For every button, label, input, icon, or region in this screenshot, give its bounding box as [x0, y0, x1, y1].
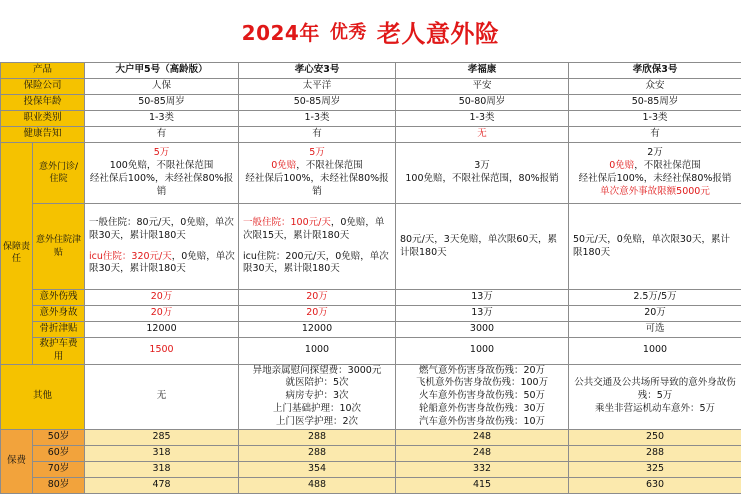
cell: 1-3类 — [85, 111, 239, 127]
cell: 有 — [239, 127, 396, 143]
product-name: 孝欣保3号 — [569, 63, 741, 79]
cell: 1-3类 — [396, 111, 569, 127]
text-line: 一般住院：80元/天，0免赔，单次限30天，累计限180天 — [89, 216, 234, 241]
row-label: 其他 — [1, 364, 85, 429]
health-row — [1, 127, 741, 143]
fracture-row — [1, 322, 741, 338]
cell: 13万 — [396, 290, 569, 306]
text-line — [89, 251, 236, 277]
text-line: 病房专护：3次 — [285, 390, 349, 402]
cell — [396, 143, 569, 204]
age-label: 80岁 — [33, 477, 85, 493]
text-line: 飞机意外伤害身故伤残：100万 — [415, 377, 549, 389]
cell: 20万 — [239, 306, 396, 322]
highlight: icu住院：320元/天 — [89, 250, 172, 262]
highlight: 0免赔 — [609, 160, 635, 172]
ambulance-row — [1, 338, 741, 365]
age-label: 60岁 — [33, 445, 85, 461]
outpatient-row — [1, 143, 741, 204]
title-tag: 优秀 — [329, 22, 367, 43]
cell: 13万 — [396, 306, 569, 322]
cell — [396, 364, 569, 429]
highlight: 一般住院：100元/天 — [243, 216, 331, 228]
cell — [239, 204, 396, 290]
cell: 太平洋 — [239, 79, 396, 95]
cell: 无 — [396, 127, 569, 143]
row-label: 健康告知 — [1, 127, 85, 143]
premium-row — [1, 477, 741, 493]
highlight: 0免赔 — [271, 160, 297, 172]
company-row — [1, 79, 741, 95]
cell: 20万 — [569, 306, 741, 322]
text-line — [243, 217, 393, 243]
cell: 415 — [396, 477, 569, 493]
text-line: 乘坐非营运机动车意外：5万 — [594, 403, 716, 415]
cell: 人保 — [85, 79, 239, 95]
text-line: 异地亲属慰问探望费：3000元 — [252, 364, 382, 376]
text: ，不限社保范围 — [296, 160, 363, 172]
text-line: 100免赔，不限社保范围，80%报销 — [405, 173, 559, 184]
cell: 1000 — [396, 338, 569, 365]
amount: 5万 — [309, 147, 325, 159]
cell: 288 — [569, 445, 741, 461]
amount: 5万 — [153, 147, 170, 159]
cell — [569, 364, 741, 429]
text-line — [571, 160, 739, 173]
row-label: 意外伤残 — [33, 290, 85, 306]
row-label: 保险公司 — [1, 79, 85, 95]
title-main: 老人意外险 — [376, 19, 500, 48]
cell: 3000 — [396, 322, 569, 338]
cell: 248 — [396, 445, 569, 461]
title-year: 2024年 — [241, 20, 320, 45]
disability-row — [1, 290, 741, 306]
row-label: 意外门诊/住院 — [33, 143, 85, 204]
row-label: 意外住院津贴 — [33, 204, 85, 290]
cell: 318 — [85, 445, 239, 461]
cell: 平安 — [396, 79, 569, 95]
cell — [85, 143, 239, 204]
amount: 3万 — [474, 160, 490, 172]
other-row — [1, 364, 741, 429]
text-line: 火车意外伤害身故伤残：50万 — [418, 390, 546, 402]
text-line: 100免赔，不限社保范围 — [109, 160, 214, 172]
cell — [85, 204, 239, 290]
text-line: 上门基础护理：10次 — [272, 403, 362, 415]
product-name: 孝心安3号 — [239, 63, 396, 79]
text-line: 经社保后100%，未经社保80%报销 — [578, 173, 732, 184]
cell — [239, 364, 396, 429]
text-line: 经社保后100%，未经社保80%报销 — [245, 173, 389, 197]
cell: 288 — [239, 429, 396, 445]
cell: 248 — [396, 429, 569, 445]
cell: 50元/天，0免赔，单次限30天，累计限180天 — [569, 204, 741, 290]
header-row — [1, 63, 741, 79]
age-row — [1, 95, 741, 111]
text-line: 汽车意外伤害身故伤残：10万 — [418, 415, 546, 427]
text-line: 燃气意外伤害身故伤残：20万 — [418, 364, 546, 376]
cell: 12000 — [239, 322, 396, 338]
text-line: 上门医学护理：2次 — [275, 415, 359, 427]
header-label: 产品 — [1, 63, 85, 79]
cell: 有 — [85, 127, 239, 143]
row-label: 职业类别 — [1, 111, 85, 127]
cell: 12000 — [85, 322, 239, 338]
row-label: 意外身故 — [33, 306, 85, 322]
cell: 可选 — [569, 322, 741, 338]
text-line: icu住院：200元/天，0免赔，单次限30天，累计限180天 — [243, 250, 389, 275]
cell: 众安 — [569, 79, 741, 95]
premium-row — [1, 445, 741, 461]
row-label: 骨折津贴 — [33, 322, 85, 338]
text-line: 轮船意外伤害身故伤残：30万 — [418, 403, 546, 415]
text: ，不限社保范围 — [634, 160, 701, 172]
cell: 332 — [396, 461, 569, 477]
cell: 1000 — [569, 338, 741, 365]
cell: 50-85周岁 — [569, 95, 741, 111]
death-row — [1, 306, 741, 322]
cell: 630 — [569, 477, 741, 493]
premium-row — [1, 461, 741, 477]
premium-row — [1, 429, 741, 445]
row-label: 救护车费用 — [33, 338, 85, 365]
coverage-group-label: 保障责任 — [1, 143, 33, 365]
cell: 无 — [85, 364, 239, 429]
premium-group-label: 保费 — [1, 429, 33, 493]
cell: 有 — [569, 127, 741, 143]
page-title — [0, 0, 741, 62]
row-label: 投保年龄 — [1, 95, 85, 111]
cell: 285 — [85, 429, 239, 445]
cell: 50-85周岁 — [85, 95, 239, 111]
cell: 250 — [569, 429, 741, 445]
cell: 1000 — [239, 338, 396, 365]
text: ，0免赔，单次限30天，累计限180天 — [89, 250, 235, 275]
cell: 318 — [85, 461, 239, 477]
cell: 20万 — [85, 306, 239, 322]
product-name: 大户甲5号（高龄版） — [85, 63, 239, 79]
text-line: 单次意外事故限额5000元 — [600, 185, 710, 197]
cell: 325 — [569, 461, 741, 477]
text-line: 公共交通及公共场所导致的意外身故伤残：5万 — [574, 377, 736, 402]
cell: 288 — [239, 445, 396, 461]
age-label: 50岁 — [33, 429, 85, 445]
cell: 478 — [85, 477, 239, 493]
cell: 50-80周岁 — [396, 95, 569, 111]
text-line: 经社保后100%，未经社保80%报销 — [89, 173, 234, 197]
cell: 20万 — [239, 290, 396, 306]
product-name: 孝福康 — [396, 63, 569, 79]
text-line: 就医陪护：5次 — [285, 377, 349, 389]
cell — [239, 143, 396, 204]
cell: 1500 — [85, 338, 239, 365]
cell — [569, 143, 741, 204]
age-label: 70岁 — [33, 461, 85, 477]
cell: 50-85周岁 — [239, 95, 396, 111]
cell: 488 — [239, 477, 396, 493]
text: ，0免赔，单次限15天，累计限180天 — [243, 216, 385, 241]
cell: 2.5万/5万 — [569, 290, 741, 306]
job-row — [1, 111, 741, 127]
comparison-table — [0, 62, 741, 494]
cell: 1-3类 — [569, 111, 741, 127]
cell: 1-3类 — [239, 111, 396, 127]
hospital-allowance-row — [1, 204, 741, 290]
cell: 354 — [239, 461, 396, 477]
cell: 80元/天，3天免赔，单次限60天，累计限180天 — [396, 204, 569, 290]
text-line — [241, 160, 393, 173]
cell: 20万 — [85, 290, 239, 306]
amount: 2万 — [647, 147, 663, 159]
